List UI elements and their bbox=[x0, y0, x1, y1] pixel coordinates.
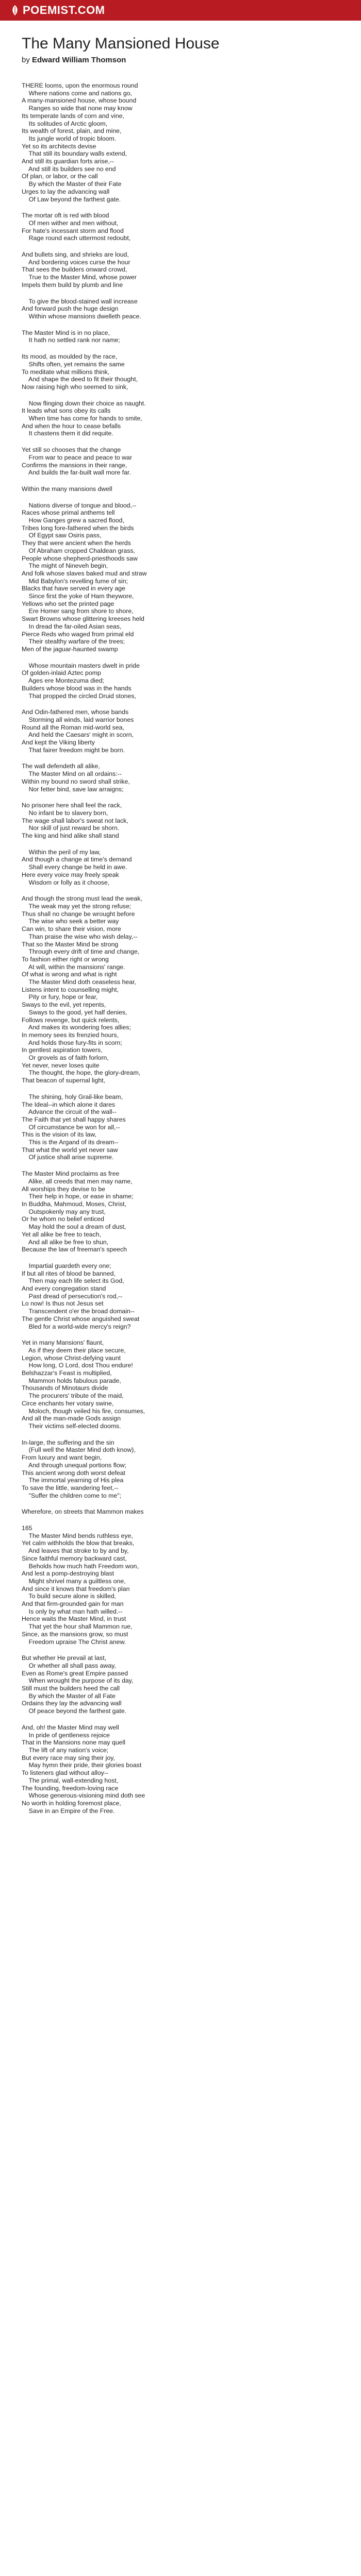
poem-line: Yet in many Mansions' flaunt, bbox=[22, 1339, 104, 1347]
poem-line: This ancient wrong doth worst defeat bbox=[22, 1469, 125, 1477]
poem-line: It leads what sons obey its calls bbox=[22, 407, 111, 415]
poem-line: Its wealth of forest, plain, and mine, bbox=[22, 127, 122, 135]
poem-line: Past dread of persecution's rod,-- bbox=[22, 1292, 123, 1300]
poem-line: Wherefore, on streets that Mammon makes bbox=[22, 1508, 144, 1516]
poem-line: The gentle Christ whose anguished sweat bbox=[22, 1315, 140, 1323]
poem-line: By which the Master of all Fate bbox=[22, 1692, 116, 1700]
stanza bbox=[22, 1724, 339, 1815]
poem-line: And that firm-grounded gain for man bbox=[22, 1600, 124, 1608]
poem-line: That propped the circled Druid stones, bbox=[22, 692, 136, 700]
poem-line: The thought, the hope, the glory-dream, bbox=[22, 1069, 141, 1077]
poem-line: Even as Rome's great Empire passed bbox=[22, 1669, 128, 1677]
poem-line: Sways to the good, yet half denies, bbox=[22, 1008, 127, 1016]
stanza bbox=[22, 802, 339, 840]
stanza bbox=[22, 485, 339, 493]
poem-line: Of plan, or labor, or the call bbox=[22, 173, 98, 180]
poem-line: No prisoner here shall feel the rack, bbox=[22, 802, 122, 809]
stanza bbox=[22, 446, 339, 477]
stanza bbox=[22, 1170, 339, 1253]
poem-line: Rage round each uttermost redoubt, bbox=[22, 234, 131, 242]
poem-line: Within my bound no sword shall strike, bbox=[22, 777, 130, 785]
poem-line: The founding, freedom-loving race bbox=[22, 1784, 119, 1792]
stanza bbox=[22, 400, 339, 438]
poem-line: In Buddha, Mahmoud, Moses, Christ, bbox=[22, 1200, 126, 1208]
poem-line: Swart Browns whose glittering kreeses held bbox=[22, 615, 144, 623]
poem-line: That what the world yet never saw bbox=[22, 1146, 118, 1154]
poem-line: Hence waits the Master Mind, in trust bbox=[22, 1615, 126, 1623]
poem-line: Thousands of Minotaurs divide bbox=[22, 1384, 108, 1392]
poem-line: And builds the far-built wall more far. bbox=[22, 469, 131, 477]
poem-line: Urges to lay the advancing wall bbox=[22, 188, 110, 195]
poem-line: And forward push the huge design bbox=[22, 305, 119, 313]
poem-line: Its temperate lands of corn and vine, bbox=[22, 112, 124, 120]
poem-line: Or he whom no belief enticed bbox=[22, 1215, 104, 1223]
poem-line: The Master Mind doth ceaseless hear, bbox=[22, 978, 136, 986]
poem-line: Yet so its architects devise bbox=[22, 142, 96, 150]
poem-line: Since first the yoke of Ham theywore, bbox=[22, 592, 134, 600]
poem-line: Because the law of freeman's speech bbox=[22, 1246, 127, 1253]
poem-line: Then may each life select its God, bbox=[22, 1277, 124, 1285]
poem-line: Through every drift of time and change, bbox=[22, 948, 140, 956]
poem-line: And kept the Viking liberty bbox=[22, 739, 95, 747]
poem-line: Is only by what man hath willed.-- bbox=[22, 1607, 123, 1615]
poem-line: That yet the hour shall Mammon rue, bbox=[22, 1623, 133, 1631]
poem-line: Within the many mansions dwell bbox=[22, 485, 112, 493]
poem-line: The primal, wall-extending host, bbox=[22, 1776, 119, 1784]
poem-line: The might of Nineveh begin, bbox=[22, 562, 108, 570]
poem-line: It chastens them it did requite. bbox=[22, 430, 113, 437]
poem-line: The Master Mind proclaims as free bbox=[22, 1170, 120, 1178]
poem-line: No worth in holding foremost place, bbox=[22, 1799, 121, 1807]
poem-line: At will, within the mansions' range. bbox=[22, 963, 125, 971]
poem-line: Shall every change be held in awe. bbox=[22, 863, 127, 871]
poem-line: To meditate what millions think, bbox=[22, 368, 110, 376]
poem-line: Their help in hope, or ease in shame; bbox=[22, 1193, 134, 1200]
stanza bbox=[22, 82, 339, 203]
poem-line: By which the Master of their Fate bbox=[22, 180, 122, 188]
poem-line: Tribes long fore-fathered when the birds bbox=[22, 524, 134, 532]
poem-line: For hate's incessant storm and flood bbox=[22, 227, 124, 234]
poem-line: And when the hour to cease befalls bbox=[22, 422, 121, 430]
site-logo[interactable] bbox=[10, 4, 105, 17]
poem-line: The Ideal--in which alone it dares bbox=[22, 1100, 116, 1108]
poem-line: Races whose primal anthems tell bbox=[22, 509, 115, 517]
poem-line: Nor skill of just reward be shorn. bbox=[22, 824, 120, 832]
poem-line: And folk whose slaves baked mud and straw bbox=[22, 569, 147, 577]
poem-line: Where nations come and nations go, bbox=[22, 89, 132, 97]
poem-line: Can win, to share their vision, more bbox=[22, 925, 121, 933]
poem-line: Here every voice may freely speak bbox=[22, 871, 119, 878]
by-label: by bbox=[22, 56, 30, 64]
poem-line: Lo now! Is thus not Jesus set bbox=[22, 1300, 104, 1308]
stanza bbox=[22, 1339, 339, 1430]
poem-line: And held the Caesars' might in scorn, bbox=[22, 731, 134, 739]
poem-line: Freedom upraise The Christ anew. bbox=[22, 1638, 126, 1646]
poem-line: Moloch, though veiled his fire, consumes, bbox=[22, 1407, 145, 1415]
poem-line: Nor fetter bind, save law arraigns; bbox=[22, 785, 124, 793]
poem-line: Of peace beyond the farthest gate. bbox=[22, 1707, 127, 1715]
poem-line: The king and hind alike shall stand bbox=[22, 832, 119, 840]
stanza bbox=[22, 212, 339, 242]
poem-line: The Master Mind bends ruthless eye, bbox=[22, 1532, 133, 1539]
poem-line: Now flinging down their choice as naught. bbox=[22, 399, 146, 407]
poem-line: Alike, all creeds that men may name, bbox=[22, 1177, 133, 1185]
poem-line: Ranges so wide that none may know bbox=[22, 105, 133, 112]
poem-line: But every race may sing their joy, bbox=[22, 1754, 115, 1761]
poem-line: The procurers' tribute of the maid, bbox=[22, 1392, 124, 1400]
poem-line: A many-mansioned house, whose bound bbox=[22, 97, 137, 105]
poem-line: In dread the far-oiled Asian seas, bbox=[22, 622, 122, 630]
poem-line: No infant be to slavery born, bbox=[22, 809, 108, 817]
header-bar bbox=[0, 0, 361, 21]
poem-line: Yet calm withholds the blow that breaks, bbox=[22, 1539, 135, 1547]
stanza bbox=[22, 502, 339, 653]
poem-line: And all the man-made Gods assign bbox=[22, 1415, 121, 1422]
poem-line: Sways to the evil, yet repents, bbox=[22, 1001, 106, 1009]
poem-line: Of justice shall arise supreme. bbox=[22, 1154, 114, 1161]
poem-line: THERE looms, upon the enormous round bbox=[22, 82, 138, 89]
poem-line: Outspokenly may any trust, bbox=[22, 1208, 106, 1215]
poem-title: The Many Mansioned House bbox=[22, 35, 220, 52]
poem-line: Impartial guardeth every one; bbox=[22, 1262, 111, 1269]
poem-line: In pride of gentleness rejoice bbox=[22, 1731, 110, 1739]
poem-line: Yet all alike be free to teach, bbox=[22, 1230, 102, 1238]
poem-line: And since it knows that freedom's plan bbox=[22, 1585, 130, 1592]
poem-line: The wise who seek a better way bbox=[22, 918, 119, 925]
poem-body bbox=[22, 82, 339, 1815]
poem-line: Confirms the mansions in their range, bbox=[22, 461, 127, 469]
poem-line: Save in an Empire of the Free. bbox=[22, 1807, 115, 1815]
poem-line: Mid Babylon's revelling fume of sin; bbox=[22, 577, 128, 585]
poem-line: In-large, the suffering and the sin bbox=[22, 1438, 114, 1446]
poem-line: May hold the soul a dream of dust, bbox=[22, 1223, 126, 1231]
stanza bbox=[22, 1439, 339, 1500]
poem-line: Impels them build by plumb and line bbox=[22, 281, 123, 289]
poem-line: And still its guardian forts arise,-- bbox=[22, 158, 114, 165]
poem-line: Of circumstance be won for all,-- bbox=[22, 1123, 120, 1131]
poem-line: And all alike be free to shun, bbox=[22, 1238, 109, 1246]
poem-line: The Faith that yet shall happy shares bbox=[22, 1115, 126, 1123]
poem-line: Listens intent to counselling might, bbox=[22, 986, 119, 993]
poem-line: But whether He prevail at last, bbox=[22, 1654, 107, 1662]
site-logo-text: POEMIST.COM bbox=[23, 4, 105, 16]
poem-line: The mortar oft is red with blood bbox=[22, 212, 109, 219]
poem-line: Circe enchants her votary swine, bbox=[22, 1399, 114, 1407]
poem-line: Of what is wrong and what is right bbox=[22, 971, 117, 978]
poem-line: Now raising high who seemed to sink, bbox=[22, 383, 128, 391]
poem-line: And, oh! the Master Mind may well bbox=[22, 1723, 119, 1731]
stanza bbox=[22, 1262, 339, 1330]
poem-line: And leaves that stroke to by and by, bbox=[22, 1547, 129, 1555]
stanza bbox=[22, 708, 339, 754]
poem-line: That beacon of supernal light, bbox=[22, 1077, 106, 1084]
stanza bbox=[22, 329, 339, 344]
poem-line: And lest a pomp-destroying blast bbox=[22, 1570, 114, 1578]
poem-line: It hath no settled rank nor name; bbox=[22, 336, 120, 344]
poem-line: And bullets sing, and shrieks are loud, bbox=[22, 251, 129, 259]
poem-line: And Odin-fathered men, whose bands bbox=[22, 708, 129, 716]
poem-line: To give the blood-stained wall increase bbox=[22, 297, 138, 305]
quill-icon bbox=[10, 5, 20, 16]
poem-line: Advance the circuit of the wall-- bbox=[22, 1108, 117, 1116]
poem-line: Of Egypt saw Osiris pass, bbox=[22, 532, 102, 539]
stanza bbox=[22, 849, 339, 887]
poem-line: In memory sees its frenzied hours, bbox=[22, 1031, 119, 1039]
poem-line: As if they deem their place secure, bbox=[22, 1346, 126, 1354]
poem-line: If but all rites of blood be banned, bbox=[22, 1269, 116, 1277]
poem-line: Transcendent o'er the broad domain-- bbox=[22, 1308, 135, 1315]
stanza bbox=[22, 762, 339, 793]
poem-line: Ere Homer sang from shore to shore, bbox=[22, 607, 134, 615]
poem-line: Whose generous-visioning mind doth see bbox=[22, 1792, 145, 1800]
stanza bbox=[22, 1654, 339, 1715]
poem-line: Wisdom or folly as it choose, bbox=[22, 878, 110, 886]
poem-line: Legion, whose Christ-defying vaunt bbox=[22, 1354, 121, 1362]
poem-line: The weak may yet the strong refuse; bbox=[22, 902, 132, 910]
poem-line: Follows revenge, but quick relents, bbox=[22, 1016, 120, 1024]
poem-line: Builders whose blood was in the hands bbox=[22, 684, 132, 692]
poem-line: And holds those fury-fits in scorn; bbox=[22, 1039, 122, 1046]
poem-line: The lift of any nation's voice; bbox=[22, 1747, 109, 1754]
poem-line: Shifts often, yet remains the same bbox=[22, 360, 125, 368]
poem-line: When wrought the purpose of its day, bbox=[22, 1677, 134, 1685]
poem-line: That sees the builders onward crowd, bbox=[22, 266, 127, 274]
author-link[interactable]: Edward William Thomson bbox=[32, 56, 126, 64]
poem-line: And shape the deed to fit their thought, bbox=[22, 376, 138, 383]
poem-line: To fashion either right or wrong bbox=[22, 955, 109, 963]
poem-line: Beholds how much hath Freedom won, bbox=[22, 1562, 139, 1570]
poem-line: Blacks that have served in every age bbox=[22, 585, 125, 592]
poem-line: The immortal yearning of His plea bbox=[22, 1477, 124, 1484]
poem-line: They that were ancient when the herds bbox=[22, 539, 131, 547]
poem-line: Of golden-inlaid Aztec pomp bbox=[22, 669, 101, 677]
stanza bbox=[22, 1093, 339, 1161]
poem-content bbox=[0, 21, 361, 1815]
poem-line: Or whether all shall pass away, bbox=[22, 1662, 116, 1669]
poem-line: Still must the builders heed the call bbox=[22, 1685, 120, 1692]
stanza bbox=[22, 353, 339, 391]
poem-line: Its solitudes of Arctic gloom, bbox=[22, 120, 108, 127]
poem-line: Whose mountain masters dwelt in pride bbox=[22, 662, 140, 669]
stanza bbox=[22, 1508, 339, 1516]
poem-line: How long, O Lord, dost Thou endure! bbox=[22, 1362, 133, 1369]
poem-line: In gentlest aspiration towers, bbox=[22, 1046, 103, 1054]
poem-line: Or grovels as of faith forlorn, bbox=[22, 1054, 109, 1062]
poem-line: That in the Mansions none may quell bbox=[22, 1739, 125, 1747]
poem-line: Yet still so chooses that the change bbox=[22, 446, 121, 454]
poem-line: Ordains they lay the advancing wall bbox=[22, 1700, 122, 1707]
poem-line: Yet never, never loses quite bbox=[22, 1061, 100, 1069]
poem-line: Might shrivel many a guiltless one, bbox=[22, 1577, 126, 1585]
poem-line: How Ganges grew a sacred flood, bbox=[22, 517, 124, 524]
poem-line: And every congregation stand bbox=[22, 1285, 106, 1293]
poem-line: Within whose mansions dwelleth peace. bbox=[22, 312, 141, 320]
poem-line: To listeners glad without alloy-- bbox=[22, 1769, 109, 1777]
poem-line: All worships they devise to be bbox=[22, 1185, 105, 1193]
poem-line: And though the strong must lead the weak, bbox=[22, 895, 142, 903]
poem-line: Their victims self-elected dooms. bbox=[22, 1422, 121, 1430]
poem-line: To build secure alone is skilled, bbox=[22, 1592, 116, 1600]
poem-line: And still its builders see no end bbox=[22, 165, 116, 173]
poem-line: That still its boundary walls extend, bbox=[22, 150, 127, 158]
poem-line: Than praise the wise who wish delay,-- bbox=[22, 933, 138, 940]
poem-line: Thus shall no change be wrought before bbox=[22, 910, 135, 918]
poem-line: Since faithful memory backward cast, bbox=[22, 1554, 127, 1562]
stanza bbox=[22, 662, 339, 700]
poem-line: The shining, holy Grail-like beam, bbox=[22, 1093, 123, 1100]
poem-line: Bled for a world-wide mercy's reign? bbox=[22, 1323, 131, 1330]
poem-line: Of men wither and men without, bbox=[22, 219, 119, 227]
poem-line: The Master Mind on all ordains:-- bbox=[22, 770, 122, 778]
poem-line: Mammon holds fabulous parade, bbox=[22, 1377, 121, 1384]
poem-line: True to the Master Mind, whose power bbox=[22, 274, 137, 281]
poem-line: Pity or fury, hope or fear, bbox=[22, 993, 98, 1001]
poem-line: This is the Argand of its dream-- bbox=[22, 1139, 119, 1146]
stanza bbox=[22, 1524, 339, 1646]
poem-line: When time has come for hands to smite, bbox=[22, 415, 142, 422]
poem-line: And though a change at time's demand bbox=[22, 856, 132, 863]
poem-line: Storming all winds, laid warrior bones bbox=[22, 716, 134, 723]
poem-line: Round all the Roman mid-world sea, bbox=[22, 723, 124, 731]
stanza bbox=[22, 251, 339, 289]
poem-line: And makes its wondering foes allies; bbox=[22, 1024, 131, 1031]
poem-line: The wage shall labor's sweat not lack, bbox=[22, 817, 128, 824]
poem-line: Of Law beyond the farthest gate. bbox=[22, 195, 121, 203]
stanza bbox=[22, 895, 339, 1084]
poem-line: May hymn their pride, their glories boast bbox=[22, 1761, 142, 1769]
poem-line: Ages ere Montezuma died; bbox=[22, 677, 104, 685]
poem-line: Pierce Reds who waged from primal eld bbox=[22, 630, 134, 638]
poem-line: Yellows who set the printed page bbox=[22, 600, 114, 607]
poem-line: The Master Mind is in no place, bbox=[22, 329, 110, 336]
poem-line: (Full well the Master Mind doth know), bbox=[22, 1446, 136, 1454]
stanza bbox=[22, 298, 339, 320]
poem-line: Belshazzar's Feast is multiplied, bbox=[22, 1369, 112, 1377]
poem-line: The wall defendeth all alike, bbox=[22, 762, 100, 770]
poem-line: Within the peril of my law, bbox=[22, 848, 101, 856]
poem-line: This is the vision of its law, bbox=[22, 1131, 96, 1139]
poem-line: And bordering voices curse the hour bbox=[22, 258, 130, 266]
poem-line: Its jungle world of tropic bloom. bbox=[22, 134, 117, 142]
poem-line: That fairer freedom might be born. bbox=[22, 746, 125, 754]
poem-line: Of Abraham cropped Chaldean grass, bbox=[22, 547, 136, 554]
poem-line: To save the little, wandering feet,-- bbox=[22, 1484, 119, 1492]
poem-line: That so the Master Mind be strong bbox=[22, 940, 119, 948]
poem-line: Its mood, as moulded by the race, bbox=[22, 353, 118, 361]
byline bbox=[22, 56, 339, 64]
poem-line: Their stealthy warfare of the trees; bbox=[22, 638, 125, 646]
poem-line: 165 bbox=[22, 1524, 32, 1532]
poem-line: From luxury and want begin, bbox=[22, 1454, 102, 1462]
poem-line: Since, as the mansions grow, so must bbox=[22, 1630, 128, 1638]
poem-line: Men of the jaguar-haunted swamp bbox=[22, 646, 118, 653]
poem-line: People whose shepherd-priesthoods saw bbox=[22, 554, 138, 562]
poem-line: Nations diverse of tongue and blood,-- bbox=[22, 501, 137, 509]
poem-line: From war to peace and peace to war bbox=[22, 453, 132, 461]
poem-line: "Suffer the children come to me"; bbox=[22, 1492, 122, 1499]
poem-line: And through unequal portions flow; bbox=[22, 1461, 127, 1469]
